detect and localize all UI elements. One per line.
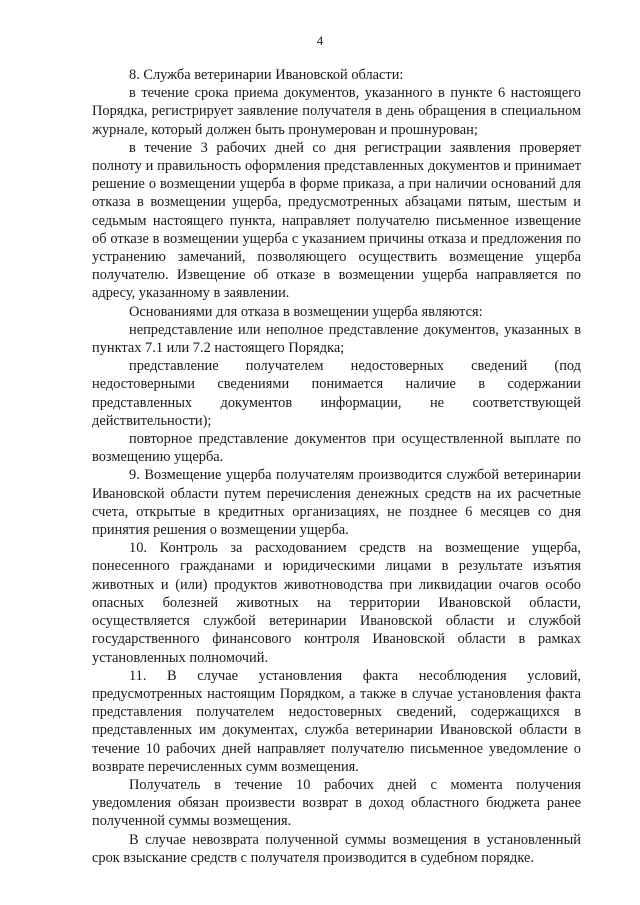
paragraph-11-return: Получатель в течение 10 рабочих дней с момента получения уведомления обязан произвести возврат в доход областного бюджета ранее полученной суммы возмещения. (92, 776, 581, 830)
paragraph-8-registration: в течение срока приема документов, указанного в пункте 6 настоящего Порядка, регистрирует заявление получателя в день обращения в специальном журнале, который должен быть пронумерован и прошнурован; (92, 85, 581, 138)
paragraph-9: 9. Возмещение ущерба получателям производится службой ветеринарии Ивановской области путем перечисления денежных средств на их расчетные счета, открытые в кредитных организациях, не позднее 6 месяцев со дня принятия решения о возмещении ущерба. (92, 467, 581, 539)
document-body (92, 66, 581, 867)
paragraph-8-heading: 8. Служба ветеринарии Ивановской области: (129, 67, 404, 83)
paragraph-11: 11. В случае установления факта несоблюдения условий, предусмотренных настоящим Порядком, а также в случае установления факта представления получателем недостоверных сведений, содержащихся в представленных им документах, служба ветеринарии Ивановской области в течение 10 рабочих дней направляет получателю письменное уведомление о возврате перечисленных сумм возмещения. (92, 667, 581, 775)
paragraph-10: 10. Контроль за расходованием средств на возмещение ущерба, понесенного гражданами и юридическими лицами в результате изъятия животных и (или) продуктов животноводства при ликвидации очагов особо опасных болезней животных на территории Ивановской области, осуществляется службой ветеринарии Ивановской области и службой государственного финансового контроля Ивановской области в рамках установленных полномочий. (92, 540, 581, 666)
paragraph-8-review: в течение 3 рабочих дней со дня регистрации заявления проверяет полноту и правильность оформления представленных документов и принимает решение о возмещении ущерба в форме приказа, а при наличии оснований для отказа в возмещении ущерба, предусмотренных абзацами пятым, шестым и седьмым настоящего пункта, направляет получателю письменное извещение об отказе в возмещении ущерба с указанием причины отказа и предложения по устранению замечаний, позволяющего осуществить возмещение ущерба получателю. Извещение об отказе в возмещении ущерба направляется по адресу, указанному в заявлении. (92, 139, 581, 302)
paragraph-refusal-grounds: Основаниями для отказа в возмещении ущерба являются: (129, 303, 483, 320)
paragraph-refusal-false-info: представление получателем недостоверных сведений (под недостоверными сведениями понимается наличие в содержании представленных документов информации, не соответствующей действительности); (92, 358, 581, 429)
paragraph-refusal-repeat: повторное представление документов при осуществленной выплате по возмещению ущерба. (92, 431, 581, 466)
page-number: 4 (316, 33, 324, 48)
paragraph-11-court: В случае невозврата полученной суммы возмещения в установленный срок взыскание средств с получателя производится в судебном порядке. (92, 831, 581, 866)
paragraph-refusal-incomplete: непредставление или неполное представление документов, указанных в пунктах 7.1 или 7.2 настоящего Порядка; (92, 321, 581, 357)
